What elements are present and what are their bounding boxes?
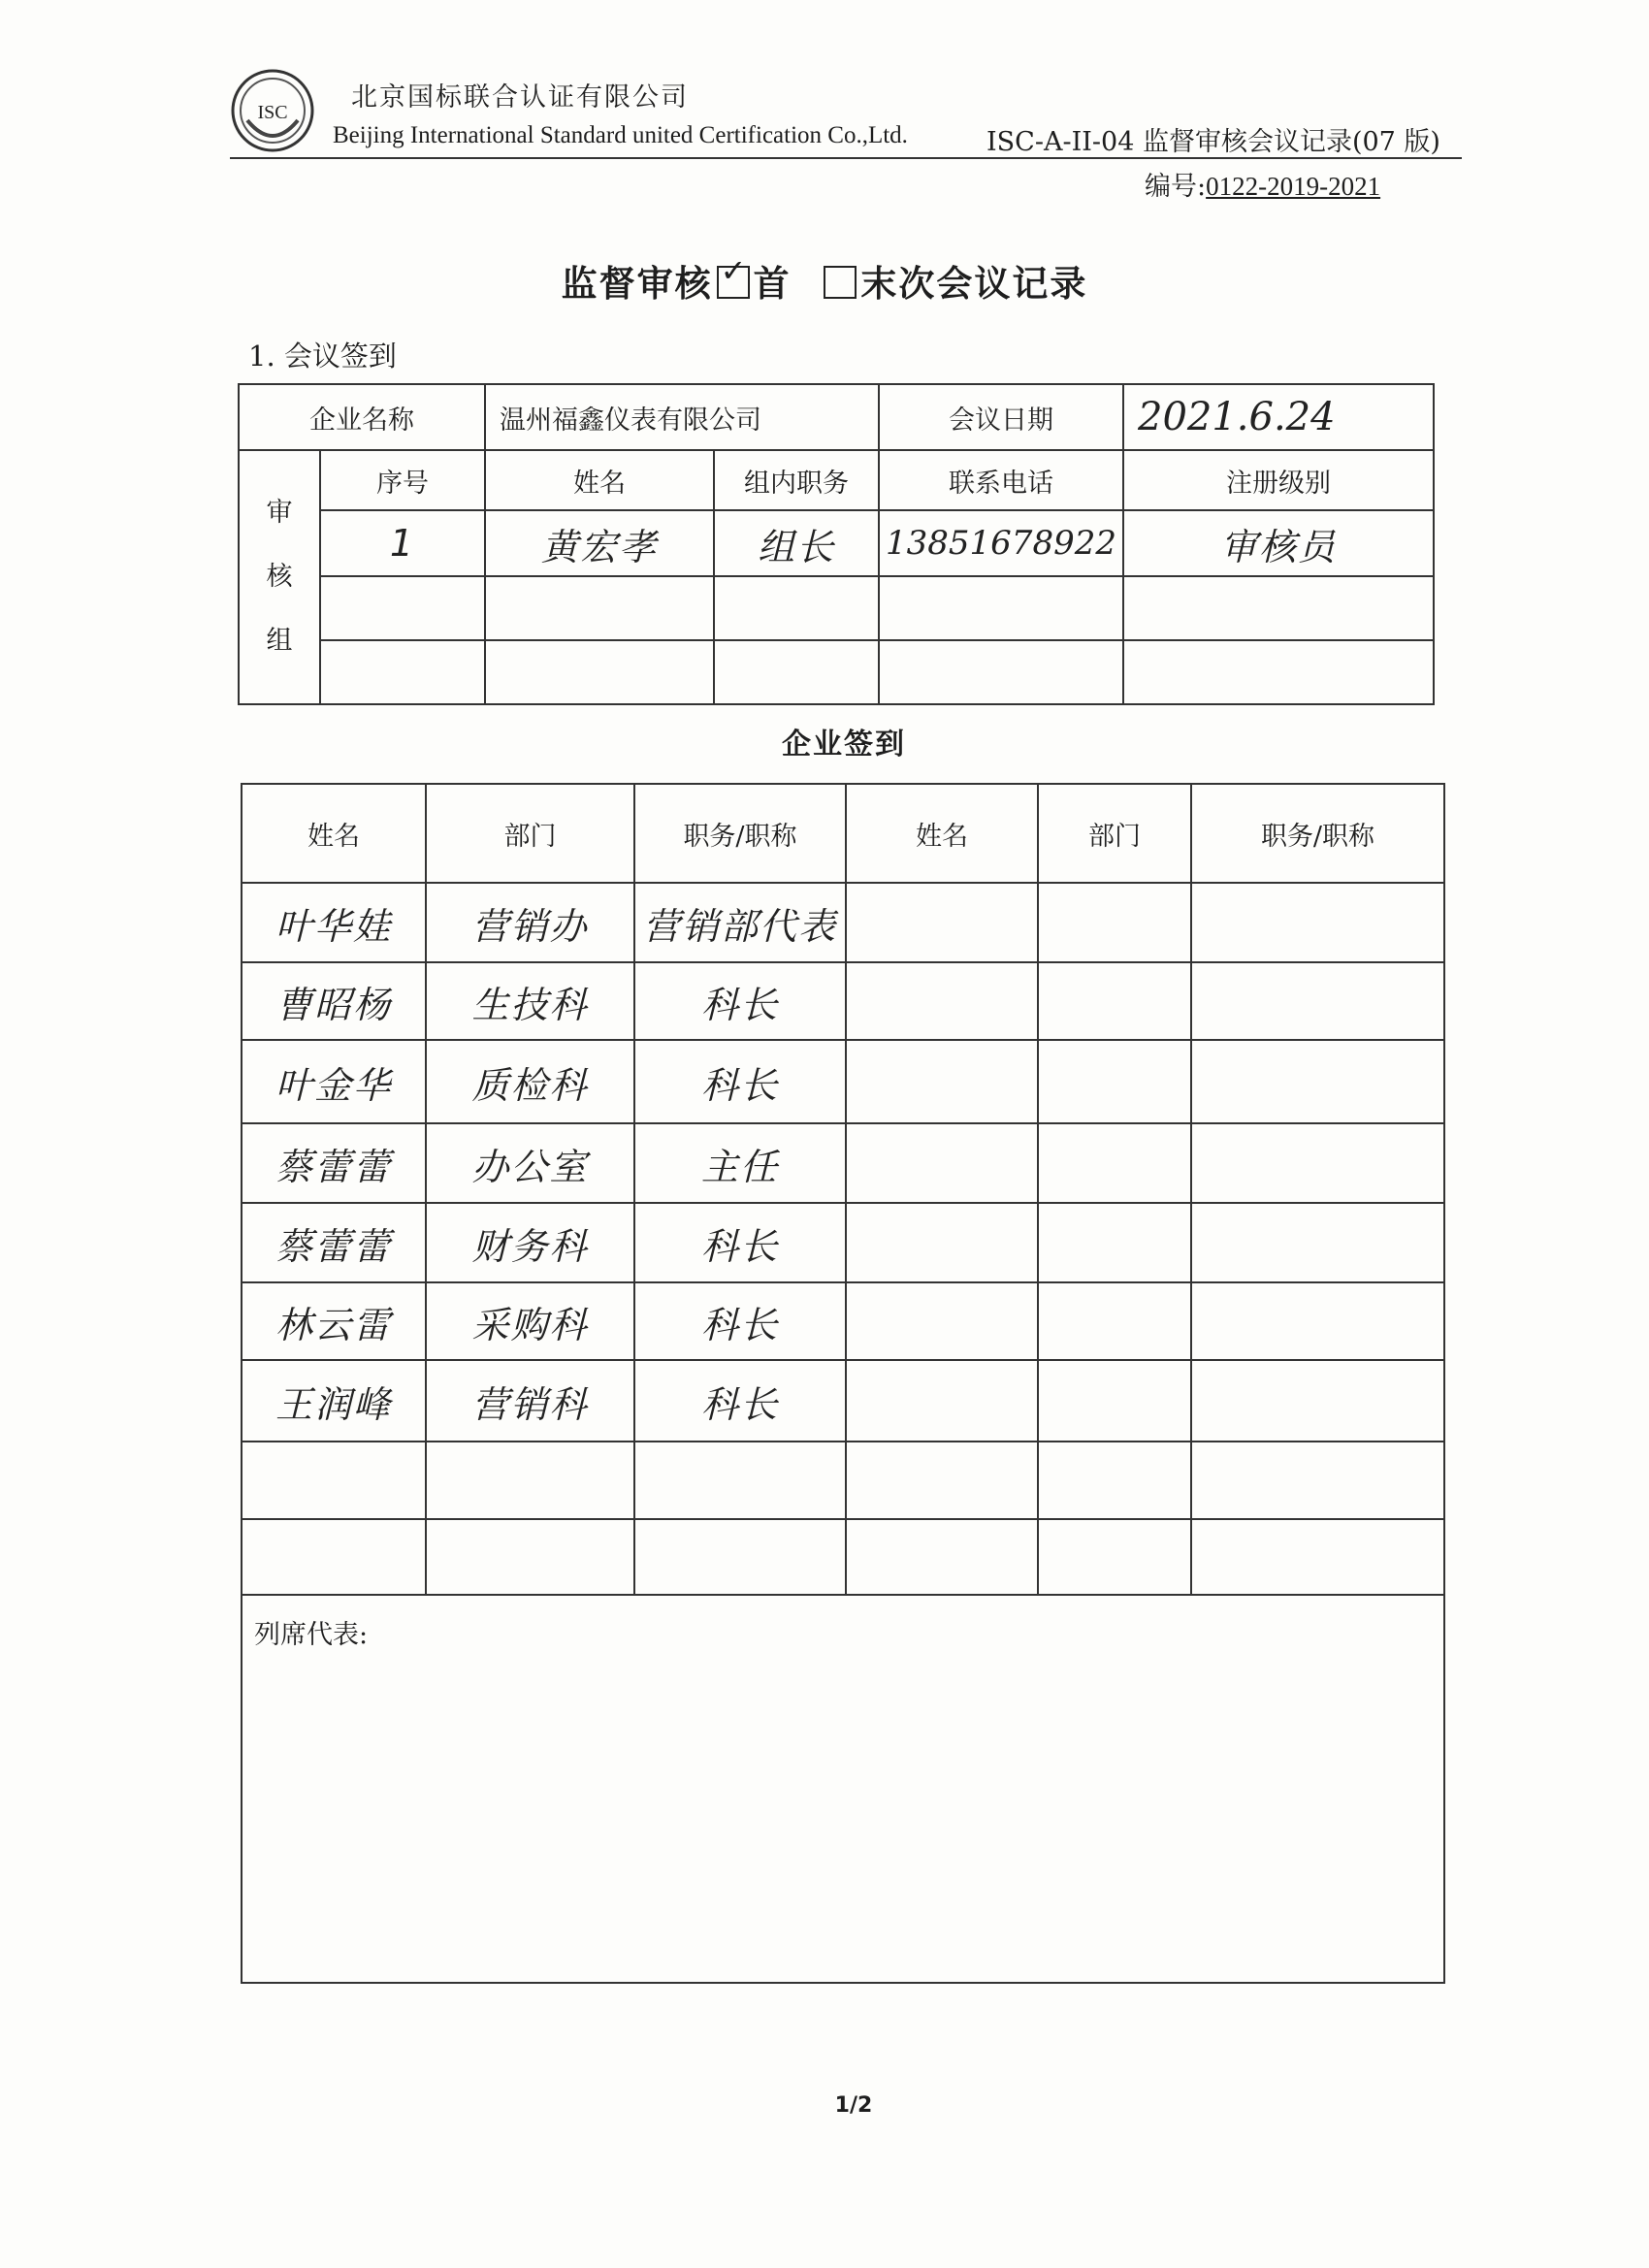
company-label: 企业名称 [239, 384, 485, 450]
audit-group-label [239, 450, 320, 704]
col-header-dept-2: 部门 [1038, 784, 1191, 883]
company-name-cn: 北京国标联合认证有限公司 [351, 82, 689, 113]
table-row [242, 1519, 1444, 1595]
empty-cell [1191, 1203, 1444, 1282]
signin-dept [426, 1519, 634, 1595]
serial-number [1145, 165, 1380, 203]
signin-dept: 采购科 [426, 1282, 634, 1360]
audit-no [320, 640, 485, 704]
col-header-name: 姓名 [485, 450, 714, 510]
serial-label: 编号: [1145, 172, 1207, 202]
signin-name: 蔡蕾蕾 [242, 1203, 426, 1282]
col-header-title-2: 职务/职称 [1191, 784, 1444, 883]
table-row [239, 640, 1434, 704]
audit-phone: 13851678922 [879, 510, 1123, 576]
signin-title: 科长 [634, 1282, 846, 1360]
title-prefix: 监督审核 [561, 262, 713, 305]
col-header-name-2: 姓名 [846, 784, 1038, 883]
audit-phone [879, 640, 1123, 704]
signin-name: 王润峰 [242, 1360, 426, 1442]
svg-text:ISC: ISC [257, 102, 288, 123]
signin-dept: 生技科 [426, 962, 634, 1040]
signin-dept: 营销办 [426, 883, 634, 962]
empty-cell [1191, 883, 1444, 962]
title-last-label: 末次会议记录 [860, 262, 1088, 305]
empty-cell [846, 1360, 1038, 1442]
section-heading-signin: 1. 会议签到 [248, 340, 397, 373]
last-meeting-checkbox[interactable] [824, 266, 857, 299]
enterprise-signin-table [241, 783, 1445, 1984]
col-header-title: 职务/职称 [634, 784, 846, 883]
signin-title: 科长 [634, 1360, 846, 1442]
table-row [239, 576, 1434, 640]
empty-cell [1038, 1360, 1191, 1442]
audit-name: 黄宏孝 [485, 510, 714, 576]
col-header-role: 组内职务 [714, 450, 879, 510]
audit-phone [879, 576, 1123, 640]
empty-cell [1191, 1360, 1444, 1442]
audit-name [485, 576, 714, 640]
signin-dept: 营销科 [426, 1360, 634, 1442]
company-row [239, 384, 1434, 450]
col-header-level: 注册级别 [1123, 450, 1434, 510]
isc-logo [230, 68, 315, 153]
table-row [242, 962, 1444, 1040]
section-heading-enterprise: 企业签到 [782, 728, 906, 761]
signin-dept: 办公室 [426, 1123, 634, 1203]
signin-title: 营销部代表 [634, 883, 846, 962]
table-row [242, 1123, 1444, 1203]
table-row [239, 510, 1434, 576]
empty-cell [1191, 1282, 1444, 1360]
representatives-label: 列席代表: [254, 1620, 369, 1650]
signin-title: 科长 [634, 962, 846, 1040]
signin-name: 曹昭杨 [242, 962, 426, 1040]
empty-cell [846, 1442, 1038, 1519]
page-number: 1/2 [834, 2093, 873, 2118]
empty-cell [846, 1519, 1038, 1595]
table-row [242, 883, 1444, 962]
empty-cell [1038, 1203, 1191, 1282]
signin-title [634, 1442, 846, 1519]
audit-role: 组长 [714, 510, 879, 576]
first-meeting-checkbox[interactable] [717, 266, 750, 299]
empty-cell [1191, 1040, 1444, 1123]
audit-group-table [238, 383, 1435, 705]
signin-name: 蔡蕾蕾 [242, 1123, 426, 1203]
representatives-cell [242, 1595, 1444, 1983]
audit-level: 审核员 [1123, 510, 1434, 576]
audit-level [1123, 576, 1434, 640]
enterprise-header-row [242, 784, 1444, 883]
date-label: 会议日期 [879, 384, 1123, 450]
empty-cell [1191, 962, 1444, 1040]
signin-name [242, 1519, 426, 1595]
empty-cell [1038, 962, 1191, 1040]
empty-cell [1038, 1442, 1191, 1519]
signin-name: 林云雷 [242, 1282, 426, 1360]
col-header-phone: 联系电话 [879, 450, 1123, 510]
empty-cell [1191, 1519, 1444, 1595]
empty-cell [846, 1282, 1038, 1360]
empty-cell [846, 1123, 1038, 1203]
audit-no: 1 [320, 510, 485, 576]
signin-dept [426, 1442, 634, 1519]
empty-cell [1038, 1123, 1191, 1203]
audit-name [485, 640, 714, 704]
signin-name: 叶金华 [242, 1040, 426, 1123]
col-header-name: 姓名 [242, 784, 426, 883]
company-value: 温州福鑫仪表有限公司 [485, 384, 879, 450]
representatives-row [242, 1595, 1444, 1983]
audit-role [714, 640, 879, 704]
header-divider [230, 157, 1462, 159]
signin-title: 科长 [634, 1040, 846, 1123]
empty-cell [1038, 1040, 1191, 1123]
empty-cell [846, 1040, 1038, 1123]
signin-dept: 质检科 [426, 1040, 634, 1123]
empty-cell [846, 962, 1038, 1040]
empty-cell [1191, 1123, 1444, 1203]
signin-name [242, 1442, 426, 1519]
empty-cell [1038, 883, 1191, 962]
audit-header-row [239, 450, 1434, 510]
col-header-dept: 部门 [426, 784, 634, 883]
audit-level [1123, 640, 1434, 704]
empty-cell [1191, 1442, 1444, 1519]
table-row [242, 1360, 1444, 1442]
signin-dept: 财务科 [426, 1203, 634, 1282]
signin-name: 叶华娃 [242, 883, 426, 962]
table-row [242, 1040, 1444, 1123]
empty-cell [1038, 1519, 1191, 1595]
date-value: 2021.6.24 [1123, 384, 1434, 450]
signin-title [634, 1519, 846, 1595]
table-row [242, 1282, 1444, 1360]
audit-role [714, 576, 879, 640]
audit-no [320, 576, 485, 640]
signin-title: 科长 [634, 1203, 846, 1282]
empty-cell [846, 883, 1038, 962]
empty-cell [846, 1203, 1038, 1282]
title-first-label: 首 [753, 262, 792, 305]
empty-cell [1038, 1282, 1191, 1360]
audit-group-text: 审核组 [266, 498, 293, 656]
signin-title: 主任 [634, 1123, 846, 1203]
col-header-no: 序号 [320, 450, 485, 510]
table-row [242, 1203, 1444, 1282]
serial-value: 0122-2019-2021 [1206, 172, 1381, 201]
table-row [242, 1442, 1444, 1519]
page-title [0, 254, 1649, 307]
document-code: ISC-A-II-04 监督审核会议记录(07 版) [986, 127, 1440, 157]
company-name-en: Beijing International Standard united Certification Co.,Ltd. [333, 122, 908, 148]
